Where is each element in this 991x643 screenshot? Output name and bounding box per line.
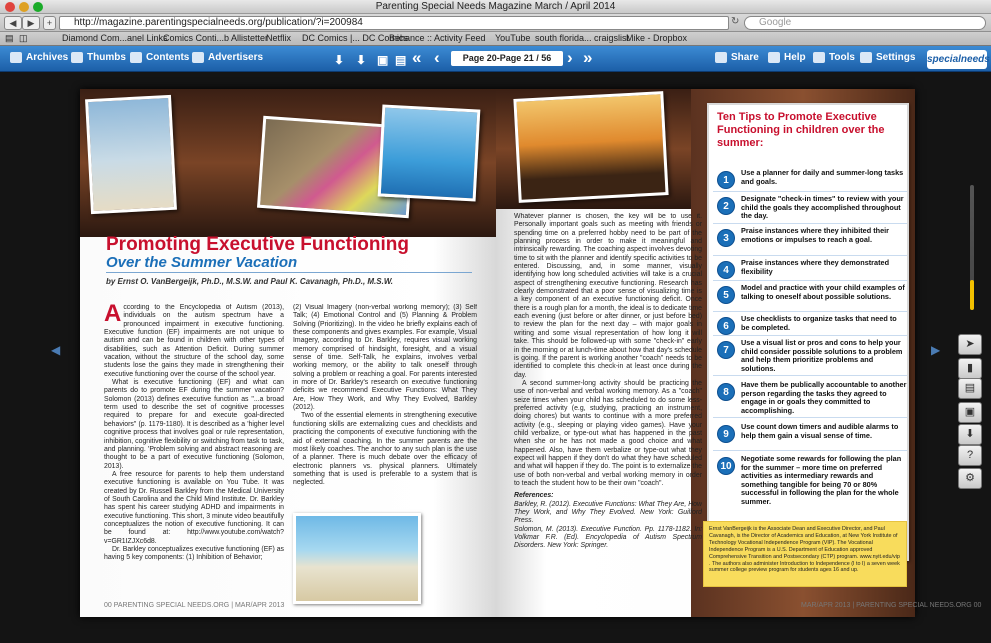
archives-icon [10,52,22,63]
tip-number-badge: 5 [717,286,735,304]
tip-text: Praise instances where they inhibited their emotions or impulses to reach a goal. [741,226,890,244]
article-subtitle: Over the Summer Vacation [106,254,298,271]
tip-text: Use a planner for daily and summer-long tasks and goals. [741,168,904,186]
divider [713,255,907,256]
page-footer-right: MAR/APR 2013 | PARENTING SPECIAL NEEDS.ORG 00 [801,602,982,609]
tip-number-badge: 2 [717,197,735,215]
help-tool-icon[interactable]: ? [958,445,982,466]
share-label: Share [731,52,759,64]
beach-chairs-photo [293,513,421,604]
tool-sidebar [958,330,984,490]
divider [713,280,907,281]
reference-entry: Solomon, M. (2013). Executive Function. Pp. 1178-1182. In: Volkmar F.R. (Ed). Encyclopedia of Autism Spectrum Disorders. New York: Springer. [514,525,702,550]
bookmark-link[interactable]: Behance :: Activity Feed [389,33,486,43]
bookmarks-icon[interactable]: ◫ [19,33,28,43]
tip-number-badge: 10 [717,457,735,475]
tools-icon [813,52,825,63]
paragraph: Two of the essential elements in strengthening executive functioning skills are externalizing cues and checklists and practicing the components of executive functioning with the aid of external coaching. In the summer parents are the most likely coaches. The anchor to any such plan is the use of a planner. There is much debate over the efficacy of electronic planners vs. physical planners. Ultimately something that is used is preferable to a system that is neglected. [293,412,477,487]
share-icon [715,52,727,63]
divider [713,375,907,376]
water-slide-photo [378,104,481,201]
tip-number-badge: 7 [717,341,735,359]
divider [713,450,907,451]
page-footer-left: 00 PARENTING SPECIAL NEEDS.ORG | MAR/APR 2013 [104,602,285,609]
viewer-toolbar [0,46,991,72]
bookmark-link[interactable]: YouTube [495,33,531,43]
next-page-icon[interactable]: › [567,48,573,67]
browser-toolbar [0,14,991,32]
prev-spread-icon[interactable]: ◀ [51,343,61,357]
contents-icon [130,52,142,63]
reload-icon[interactable]: ↻ [731,16,740,27]
download-icon[interactable]: ⬇ [334,53,345,67]
url-input[interactable] [59,16,729,30]
tips-title: Ten Tips to Promote Executive Functioning in children over the summer: [717,111,885,149]
archives-button[interactable] [10,52,68,63]
settings-button[interactable] [860,52,915,63]
back-button[interactable]: ◀ [4,16,22,30]
tools-label: Tools [829,52,855,64]
advertisers-label: Advertisers [208,52,264,64]
pointer-tool-icon[interactable]: ➤ [958,334,982,355]
tools-button[interactable] [813,52,855,63]
divider [713,311,907,312]
tip-number-badge: 4 [717,261,735,279]
paragraph: Dr. Barkley conceptualizes executive functioning (EF) as having 5 key components: (1) Inhibition of Behavior; [104,545,284,562]
settings-label: Settings [876,52,916,64]
article-byline: by Ernst O. VanBergeijk, Ph.D., M.S.W. and Paul K. Cavanagh, Ph.D., M.S.W. [106,277,394,286]
download-alt-icon[interactable]: ⬇ [356,53,367,67]
bookmark-link[interactable]: Diamond Com...anel Links [62,33,168,43]
drop-cap: A [104,304,122,327]
paragraph: (2) Visual Imagery (non-verbal working memory); (3) Self Talk; (4) Emotional Control and (5) Planning & Problem Solving (Prioritizing). In the video he briefly explains each of these components and gives examples. For example, Visual Imagery, according to Dr. Barkley, requires visual working memory comprised of hindsight, foresight, and a visual sense of time. Self-Talk, he explains, involves verbal working memory, or the ability to talk oneself through solving a problem or reaching a goal. For parents interested in more of Dr. Barkley's research on executive functioning deficits we recommend Executive Functions: What They Are, How They Work, and Why They Evolved, Barkley (2012). [293,304,477,412]
brand-logo[interactable]: specialneeds [927,50,987,69]
contents-button[interactable] [130,52,189,63]
tip-item [713,454,909,506]
article-column-3 [514,213,702,597]
link-tool-icon[interactable]: ⚙ [958,468,982,489]
search-placeholder: Google [759,17,792,28]
tip-item [713,339,909,371]
last-page-icon[interactable]: » [583,48,593,67]
paragraph: What is executive functioning (EF) and what can parents do to promote EF during the summer vacation? Solomon (2013) defines executive function as "...a broad term used to describe the set of cognitive processes required to prepare for and execute goal-directed behaviors" (p. 1179-1180). It is described as a 'higher level cognitive process that involves goal or rule representation, inhibition, cognitive flexibility or switching from task to task, and planning. 'Problem solving and abstract reasoning are thought to be a part of executive functioning (Solomon, 2013). [104,379,284,470]
divider [713,223,907,224]
download-tool-icon[interactable]: ⬇ [958,424,982,445]
divider [713,335,907,336]
tip-number-badge: 9 [717,425,735,443]
paragraph: A free resource for parents to help them understand executive functioning is available on You Tube. It was created by Dr. Russell Barkley from the Medical University of South Carolina and the Child Mind Institute. Dr. Barkley has spent his career studying ADHD and impairments in executive functioning. This short, 3 minute video beautifully conceptualizes the notion of executive functioning. It can be found at: http://www.youtube.com/watch?v=GR1IZJXc6d8. [104,470,284,545]
tip-text: Praise instances where they demonstrated flexibility [741,258,890,276]
print-icon[interactable]: ▣ [377,53,389,67]
notes-tool-icon[interactable]: ▤ [958,378,982,399]
window-titlebar [0,0,991,14]
tip-number-badge: 6 [717,317,735,335]
bookmark-link[interactable]: Mike - Dropbox [626,33,688,43]
paragraph: Whatever planner is chosen, the key will be to use it. Personally important goals such as meeting with friends or spending time on a preferred hobby need to be part of the planning process in order to make it meaningful and intrinsically rewarding. The coaching aspect involves devoting time to sit with the planner and identify specific activities to be entered. Discussing, and, in some manner, visually identifying how long scheduled activities will take is a crucial aspect of strengthening executive functioning. Research has clearly demonstrated that a poor sense of visualizing time is a key component of an executive functioning deficit. Once there is a rough plan for a month, the ideal is to dedicate time each evening (just before or after dinner, or just before bed) to review the plan for the next day – with major goals in writing and some visual representation of how long it will take. This should be followed-up with some "check-in" early in the morning or at lunch-time about how that day's schedule is going. If the parent is working another "coach" needs to be identified to complete this check-in at least once during the day. [514,213,702,379]
roller-coaster-photo [513,91,668,203]
tip-text: Use a visual list or pros and cons to help your child consider possible solutions to a problem and help them prioritize problems and solutions. [741,338,903,373]
bookmark-link[interactable]: Netflix [266,33,292,43]
share-button[interactable] [715,52,759,63]
new-tab-button[interactable]: + [43,16,56,30]
forward-button[interactable]: ▶ [22,16,40,30]
bookmark-link[interactable]: DC Comics |... DC Comics [302,33,408,43]
tip-text: Use count down timers and audible alarms to help them gain a visual sense of time. [741,422,899,440]
references-heading: References: [514,492,554,500]
tip-text: Designate "check-in times" to review with your child the goals they accomplished throughout the day. [741,194,904,221]
article-column-1 [104,304,284,604]
zoom-fill [970,280,974,310]
gear-icon [860,52,872,63]
thumbs-icon [71,52,83,63]
page-indicator[interactable]: Page 20-Page 21 / 56 [451,51,563,66]
article-column-2 [293,304,477,510]
paragraph: A second summer-long activity should be practicing the use of non-verbal and verbal working memory. As a "coach" seize times when your child has scheduled to do some less-preferred activity (e.g, studying, practicing an instrument, doing chores) but wants to continue with a more preferred activity (e.g., sleeping or playing video games). Have your child verbalize, or type-out what has happened in the past when she or he has not made a good choice and what happened. Also, have them verbalize or type-out what they expect will happen if they don't do what they have scheduled and what will happen if they do. The point is to externalize the use of both non-verbal and verbal working memory in order to teach the student how to be their own "coach". [514,379,702,487]
tips-sidebar [707,103,909,561]
contents-label: Contents [146,52,190,64]
tip-text: Negotiate some rewards for following the plan for the summer – more time on preferred activities as intermediary rewards and something tangible for being 70 or 80% successful in following the plan for the whole summer. [741,454,902,506]
advertisers-button[interactable] [192,52,263,63]
prev-page-icon[interactable]: ‹ [434,48,440,67]
help-button[interactable] [768,52,806,63]
surfer-photo [85,95,177,214]
left-page [80,89,496,617]
thumbs-label: Thumbs [87,52,126,64]
bookmark-link[interactable]: south florida... craigslist [535,33,630,43]
tip-text: Have them be publically accountable to another person regarding the tasks they agreed to engage in or goals they committed to accomplishing. [741,380,907,415]
print-tool-icon[interactable]: ▣ [958,402,982,423]
url-text: http://magazine.parentingspecialneeds.org/publication/?i=200984 [74,17,363,28]
archives-label: Archives [26,52,69,64]
advertisers-icon [192,52,204,63]
reading-list-icon[interactable]: ▤ [5,33,14,43]
first-page-icon[interactable]: « [412,48,422,67]
bookmarks-bar [0,32,991,46]
zoom-slider[interactable] [965,185,979,315]
bookmark-tool-icon[interactable]: ▮ [958,358,982,379]
help-label: Help [784,52,806,64]
tip-number-badge: 1 [717,171,735,189]
reference-entry: Barkley, R. (2012). Executive Functions: What They Are, How They Work, and Why They Evolved. New York: Guilford Press. [514,500,702,525]
tip-text: Model and practice with your child examples of talking to oneself about possible solutions. [741,283,905,301]
next-spread-icon[interactable]: ▶ [931,343,941,357]
search-input[interactable] [744,16,986,30]
window-title: Parenting Special Needs Magazine March / April 2014 [375,1,616,12]
divider [713,417,907,418]
bookmark-link[interactable]: Comics Conti...b Allistetter [163,33,269,43]
tip-item [713,381,909,413]
divider [713,191,907,192]
tip-text: Use checklists to organize tasks that need to be completed. [741,314,897,332]
help-icon [768,52,780,63]
author-bio-box: Ernst VanBergeijk is the Associate Dean and Executive Director, and Paul Cavanagh, is the Director of Academics and Education, at New York Institute of Technology Vocational Independence Program (VIP). The Vocational Independence Program is a U.S. Department of Education approved Comprehensive Transition and Postsecondary (CTP) program. www.nyit.edu/vip . The authors also administer Introduction to Independence (I to I) a seven week summer college preview program for students ages 16 and up. [703,521,907,587]
bookmark-page-icon[interactable]: ▤ [395,53,407,67]
thumbs-button[interactable] [71,52,126,63]
paragraph: ccording to the Encyclopedia of Autism (2013), individuals on the autism spectrum have a pronounced impairment in executive functioning. Executive function (EF) impairments are not unique to autism and can be found in children with other types of disabilities, such as Attention Deficit. During summer vacation, without the structure of the school day, some students lose the gains they made in strengthening their executive functioning over the course of the school year. [104,304,284,378]
title-divider [106,272,472,273]
tip-number-badge: 8 [717,383,735,401]
tip-number-badge: 3 [717,229,735,247]
article-title: Promoting Executive Functioning [106,234,409,255]
